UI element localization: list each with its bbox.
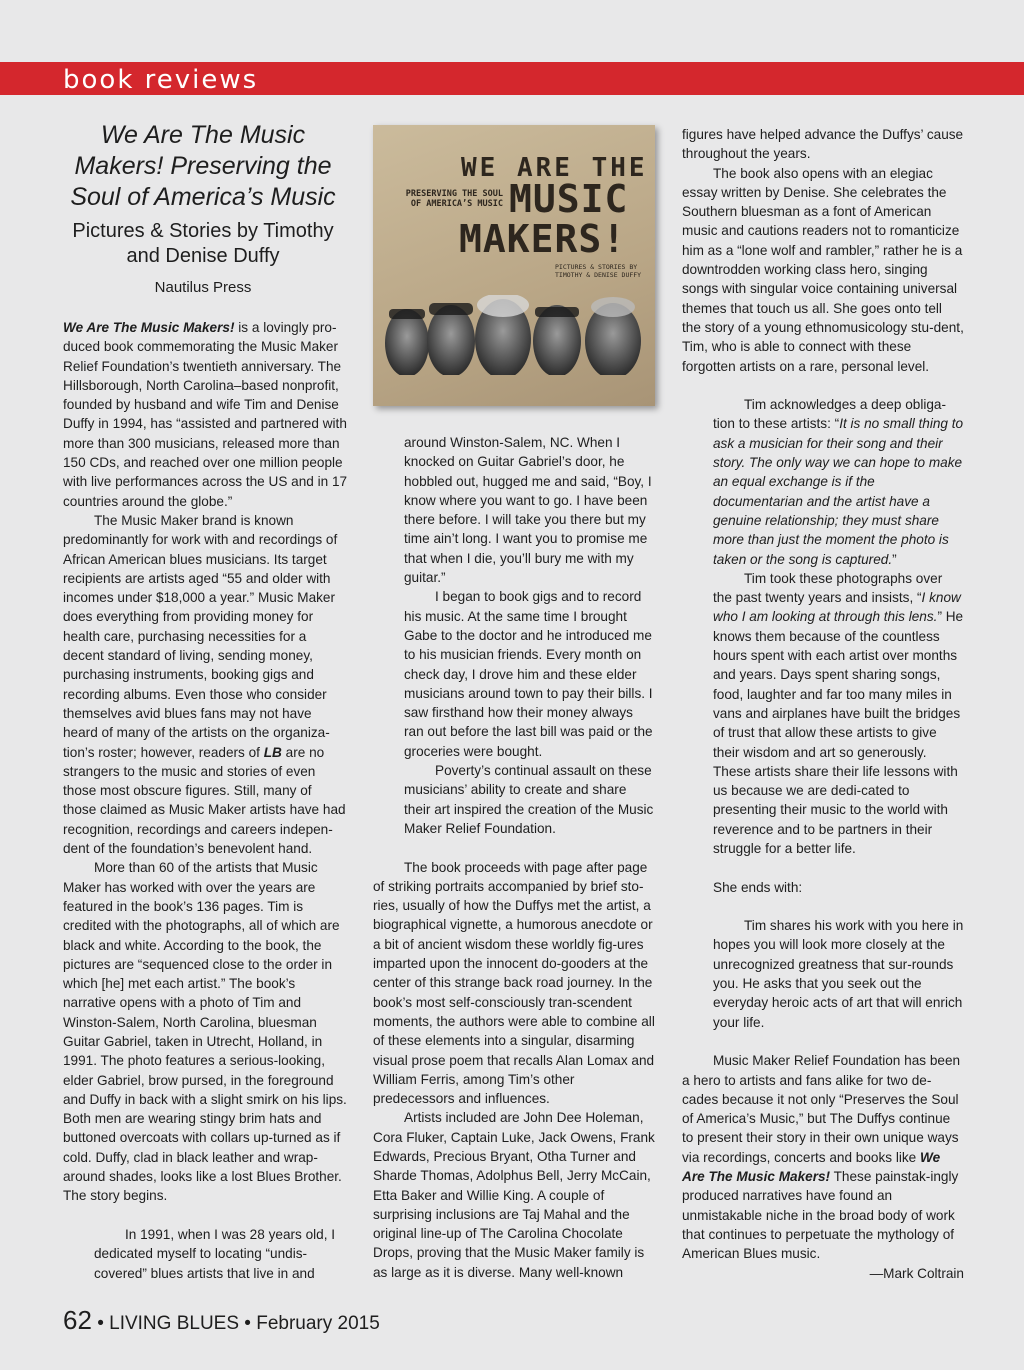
paragraph-text: These painstak-ingly produced narratives have found an unmistakable niche in the broad body of work that continues to perpetuate the mythology of American Blues music. bbox=[682, 1169, 959, 1262]
book-title-ref: We Are The Music Makers! bbox=[682, 1149, 941, 1185]
quote-italic: It is no small thing to ask a musician for their song and their story. The only way we can hope to make an equal exchange is if the documentarian and the artist have a genuine relationship; they must share more than just the moment the photo is taken or the song is captured. bbox=[713, 416, 964, 567]
column-2 bbox=[373, 433, 655, 1282]
paragraph: The book also opens with an elegiac essay written by Denise. She celebrates the Southern bluesman as a font of American music and cautions readers not to romanticize him as a “lone wolf and rambler,” rather he is a downtrodden working class hero, singing songs with singular voice containing universal themes that touch us all. She goes onto tell the story of a young ethnomusicology stu-dent, Tim, who is able to connect with these forgotten artists on a rare, personal level. bbox=[682, 165, 964, 374]
cover-portraits bbox=[385, 295, 643, 375]
cover-title-line3: MAKERS! bbox=[459, 217, 627, 261]
book-publisher: Nautilus Press bbox=[154, 279, 252, 296]
cover-title-line2: MUSIC bbox=[509, 177, 629, 221]
page-number: 62 bbox=[63, 1305, 92, 1335]
book-subtitle: Pictures & Stories by Timothy and Denise Duffy bbox=[72, 220, 334, 267]
book-title: We Are The Music Makers! Preserving the Soul of America’s Music bbox=[70, 121, 336, 211]
column-3 bbox=[682, 125, 964, 1283]
paragraph bbox=[63, 511, 348, 858]
paragraph: Artists included are John Dee Holeman, Cora Fluker, Captain Luke, Jack Owens, Frank Edwards, Precious Bryant, Otha Turner and Sharde Thomas, Adolphus Bell, Jerry McCain, Etta Baker and Willie King. A couple of surprising inclusions are Taj Mahal and the original line-up of The Carolina Chocolate Drops, proving that the Music Maker family is as large as it is diverse. Many well-known bbox=[373, 1110, 655, 1280]
quote-text: ” bbox=[892, 551, 897, 567]
quote-text: Tim acknowledges a deep obliga-tion to these artists: “ bbox=[713, 397, 947, 432]
block-quote: I began to book gigs and to record his music. At the same time I brought Gabe to the doctor and he introduced me to his musician friends. Every month on check day, I drove him and these elder musicians around town to pay their bills. I saw firsthand how their money always ran out before the last bill was paid or the groceries were bought. bbox=[404, 589, 653, 759]
paragraph: figures have helped advance the Duffys’ cause throughout the years. bbox=[682, 127, 964, 162]
page-footer bbox=[63, 1306, 380, 1338]
quote-text: Tim took these photographs over the past twenty years and insists, “ bbox=[713, 570, 943, 606]
column-1 bbox=[63, 318, 348, 1283]
block-quote: Poverty’s continual assault on these musicians’ ability to create and share their art inspired the creation of the Music Maker Relief Foundation. bbox=[404, 763, 654, 836]
block-quote: Tim shares his work with you here in hopes you will look more closely at the unrecognized greatness that sur-rounds you. He asks that you seek out the everyday heroic acts of art that will enrich your life. bbox=[713, 918, 964, 1030]
paragraph-text: are no strangers to the music and stories of even those most obscure figures. Still, many of those claimed as Music Maker artists have had recognition, recordings and careers indepen-dent of the foundation’s benevolent hand. bbox=[63, 744, 346, 857]
magazine-abbrev: LB bbox=[263, 744, 282, 760]
cover-byline: PICTURES & STORIES BY TIMOTHY & DENISE DUFFY bbox=[555, 263, 642, 279]
book-cover-image bbox=[373, 125, 655, 406]
paragraph-text: is a lovingly pro-duced book commemorating the Music Maker Relief Foundation’s twentieth anniversary. The Hillsborough, North Carolina–based nonprofit, founded by husband and wife Tim and Denise Duffy in 1994, has “assisted and partnered with more than 300 musicians, released more than 150 CDs, and reached over one million people with live performances across the US and in 17 countries around the globe.” bbox=[63, 320, 348, 509]
cover-tagline: PRESERVING THE SOUL OF AMERICA’S MUSIC bbox=[405, 189, 503, 209]
block-quote: around Winston-Salem, NC. When I knocked on Guitar Gabriel’s door, he hobbled out, hugged me and said, “Boy, I know where you want to go. I have been there before. I will take you there but my time ain’t long. I want you to promise me that when I die, you’ll bury me with my guitar.” bbox=[404, 435, 652, 586]
paragraph: More than 60 of the artists that Music Maker has worked with over the years are featured in the book’s 136 pages. Tim is credited with the photographs, all of which are black and white. According to the book, the pictures are “sequenced close to the order in which [he] met each artist.” The book’s narrative opens with a photo of Tim and Winston-Salem, North Carolina, bluesman Guitar Gabriel, taken in Utrecht, Holland, in 1991. The photo features a serious-looking, elder Gabriel, brow pursed, in the foreground and Duffy in back with a slight smirk on his lips. Both men are wearing stingy brim hats and buttoned overcoats with collars up-turned as if cold. Duffy, clad in black leather and wrap-around shades, looks like a lost Blues Brother. The story begins. bbox=[63, 860, 347, 1204]
block-quote bbox=[682, 569, 964, 858]
paragraph: The book proceeds with page after page of striking portraits accompanied by brief sto-ries, usually of how the Duffys met the artist, a biographical vignette, a humorous anecdote or a bit of ancient wisdom these worldly fig-ures imparted upon the innocent do-gooders at the center of this strange back road journey. In the book’s most self-consciously tran-scendent moments, the authors were able to combine all of these elements into a singular, disarming visual prose poem that recalls Alan Lomax and William Ferris, among Tim’s other predecessors and influences. bbox=[373, 859, 655, 1107]
quote-italic: I know who I am looking at through this lens. bbox=[713, 590, 961, 625]
block-quote: In 1991, when I was 28 years old, I dedicated myself to locating “undis-covered” blues artists that live in and bbox=[94, 1226, 336, 1281]
paragraph-text: Music Maker Relief Foundation has been a hero to artists and fans alike for two de-cades because it not only “Preserves the Soul of America’s Music,” but The Duffys continue to present their story in their own unique ways via recordings, concerts and books like bbox=[682, 1053, 961, 1165]
block-quote bbox=[682, 395, 964, 569]
paragraph-text: The Music Maker brand is known predominantly for work with and recordings of African American blues musicians. Its target recipients are artists aged “55 and older with incomes under $18,000 a year.” Music Maker does everything from providing money for health care, purchasing necessities for a decent standard of living, sending money, purchasing instruments, booking gigs and recording albums. Even those who consider themselves avid blues fans may not have heard of many of the artists on the organiza-tion’s roster; however, readers of bbox=[63, 512, 338, 760]
cover-title-line1: WE ARE THE bbox=[461, 153, 648, 183]
section-banner bbox=[0, 62, 1024, 95]
block-quote: She ends with: bbox=[713, 879, 803, 895]
book-title-ref: We Are The Music Makers! bbox=[63, 320, 235, 335]
paragraph bbox=[682, 1051, 964, 1263]
paragraph bbox=[63, 318, 348, 511]
author-signature: —Mark Coltrain bbox=[869, 1265, 964, 1281]
footer-text: • LIVING BLUES • February 2015 bbox=[91, 1313, 380, 1334]
section-title: book reviews bbox=[63, 65, 259, 95]
quote-text: ” He knows them because of the countless hours spent with each artist over months and years. Days spent sharing songs, food, laughter and far too many miles in vans and airplanes have built the bridges of trust that allow these artists to give their wisdom and art so generously. These artists share their life lessons with us because we are dedi-cated to presenting their music to the world with reverence and to be partners in their struggle for a better life. bbox=[713, 609, 964, 856]
